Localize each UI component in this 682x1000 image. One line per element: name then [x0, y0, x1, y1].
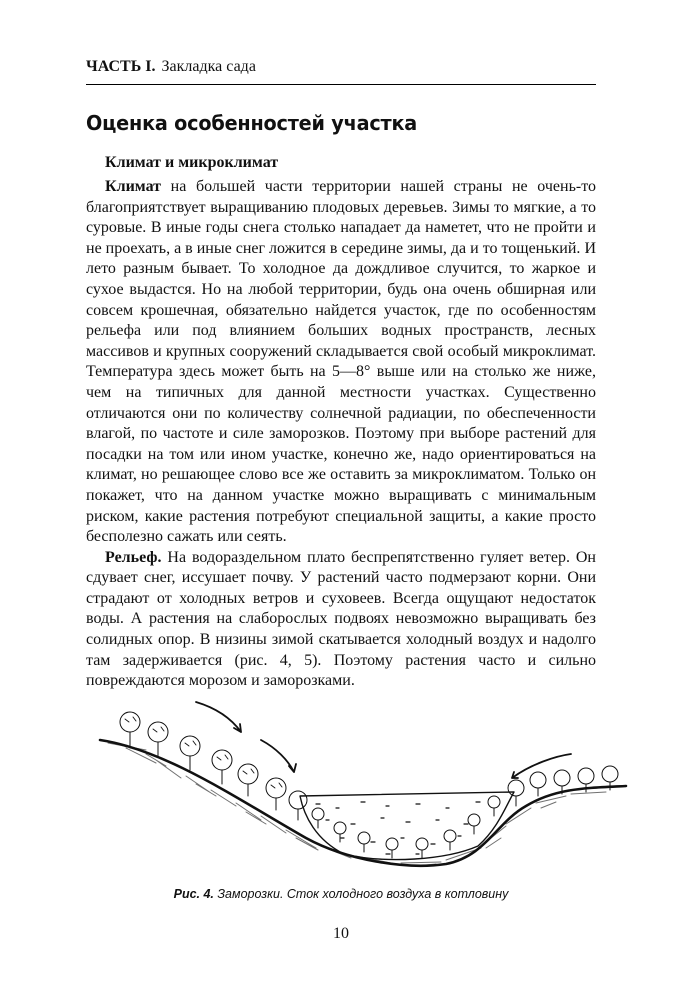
- tree: [148, 722, 168, 756]
- ground-line: [100, 740, 626, 866]
- figure-caption: [86, 887, 596, 901]
- cold-air-arrow-middle: [261, 740, 296, 772]
- tree: [468, 814, 480, 834]
- tree: [120, 712, 140, 748]
- tree: [266, 778, 286, 810]
- body-text: [86, 177, 596, 692]
- tree: [488, 796, 500, 816]
- running-head: [86, 58, 596, 84]
- tree: [444, 830, 456, 850]
- figure-label: Рис. 4.: [173, 887, 214, 901]
- paragraph-climate: [86, 177, 596, 548]
- page-number: 10: [333, 925, 349, 942]
- paragraph-lead: Рельеф.: [105, 548, 162, 566]
- section-title: Оценка особенностей участка: [86, 111, 418, 135]
- subsection-title: Климат и микроклимат: [105, 154, 279, 171]
- figure-frost-illustration: [86, 688, 646, 878]
- tree: [238, 764, 258, 796]
- part-title: Закладка сада: [161, 58, 256, 75]
- paragraph-lead: Климат: [105, 178, 162, 195]
- tree: [530, 772, 546, 796]
- ground-hatching: [108, 743, 606, 866]
- tree: [312, 808, 324, 828]
- part-label: ЧАСТЬ I.: [86, 58, 156, 75]
- paragraph-body: На водораздельном плато беспрепятственно гуляет ветер. Он сдувает снег, иссушает почву. У растений часто подмерзают корни. Они страдают от холодных ветров и суховеев. Всегда ощущают недостаток воды. А растения на слаборослых подвоях невозможно выращивать без солидных опор. В низины зимой скатывается холодный воздух и надолго там задерживается (рис. 4, 5). Поэтому растения часто и сильно повреждаются морозом и заморозками.: [86, 548, 596, 690]
- tree: [508, 780, 524, 806]
- tree: [358, 832, 370, 852]
- tree: [334, 822, 346, 842]
- cold-air-arrow-left: [196, 702, 241, 732]
- header-divider: [86, 84, 596, 85]
- cold-air-arrow-right: [512, 754, 571, 778]
- paragraph-relief: [86, 548, 596, 692]
- paragraph-body: на большей части территории нашей страны не очень-то благоприятствует выращиванию плодовых деревьев. Зимы то мягкие, а то суровые. В иные годы снега столько нападает да наметет, что не пройти и не проехать, а в иные снег ложится в середине зимы, да и то тощенький. И лето разным бывает. То холодное да дождливое случится, то жаркое и сухое выдастся. Но на любой территории, будь она очень обширная или совсем крошечная, обязательно найдется участок, где по особенностям рельефа или под влиянием больших водных пространств, лесных массивов и крупных сооружений складывается свой особый микроклимат. Температура здесь может быть на 5—8° выше или на столько же ниже, чем на типичных для данной местности участках. Существенно отличаются они по количеству солнечной радиации, по обеспеченности влагой, по частоте и силе заморозков. Поэтому при выборе растений для посадки на том или ином участке, конечно же, надо ориентироваться на климат, но решающее слово все же оставить за микроклиматом. Только он покажет, что на данном участке можно выращивать с минимальным риском, какие растения потребуют специальной защиты, а какие просто бесполезно сажать или сеять.: [86, 178, 596, 546]
- tree: [180, 736, 200, 770]
- figure-caption-text: Заморозки. Сток холодного воздуха в котловину: [213, 887, 509, 901]
- tree: [386, 838, 398, 858]
- tree: [212, 750, 232, 784]
- tree: [416, 838, 428, 858]
